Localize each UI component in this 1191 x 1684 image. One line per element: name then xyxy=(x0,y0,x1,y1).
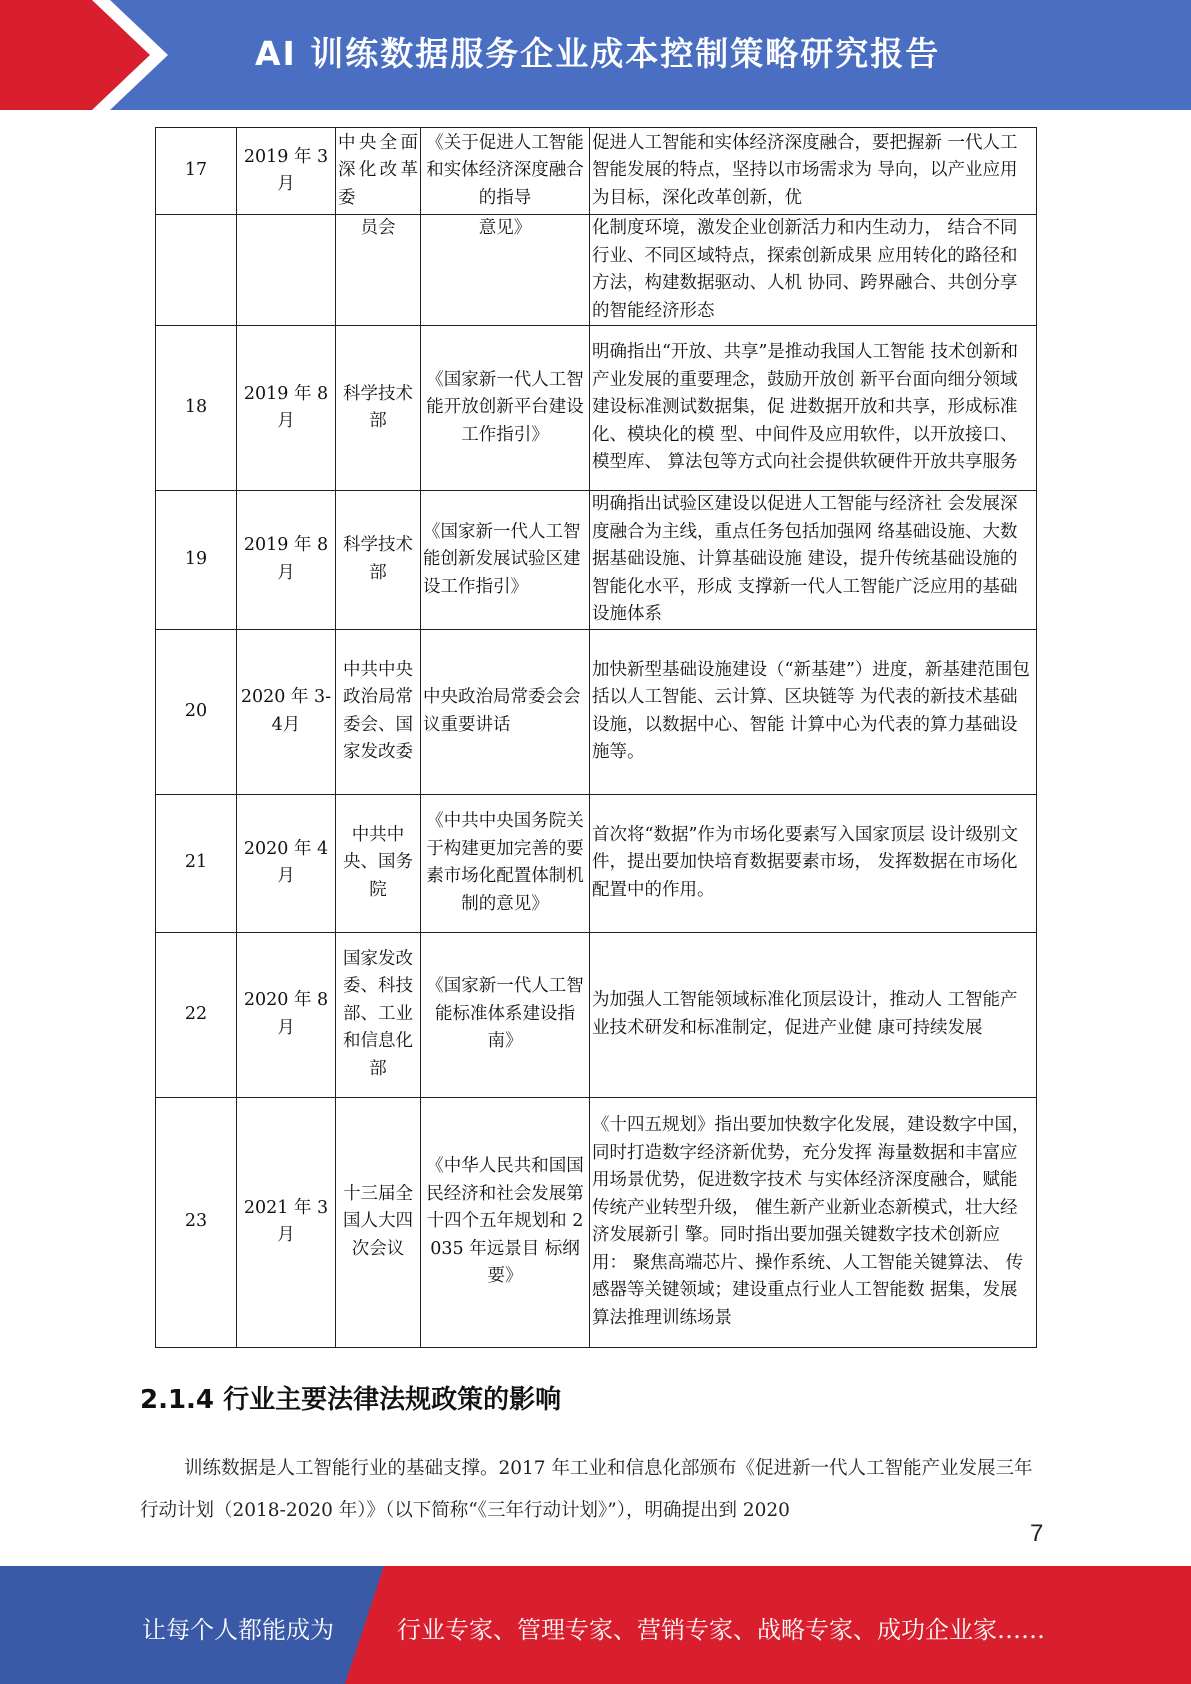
policy-content: 为加强人工智能领域标准化顶层设计，推动人 工智能产业技术研发和标准制定，促进产业健 康可持续发展 xyxy=(590,932,1037,1097)
issue-date: 2019 年 8月 xyxy=(237,326,336,491)
row-number: 17 xyxy=(156,128,237,215)
issue-date: 2019 年 3月 xyxy=(237,128,336,215)
issue-date: 2019 年 8月 xyxy=(237,491,336,630)
issuing-department: 中央全面深化改革委 xyxy=(336,128,421,215)
document-name: 意见》 xyxy=(421,215,590,326)
issuing-department: 十三届全国人大四次会议 xyxy=(336,1097,421,1347)
document-name: 《关于促进人工智能和实体经济深度融合的指导 xyxy=(421,128,590,215)
table-row xyxy=(156,629,1037,794)
page-number: 7 xyxy=(1030,1520,1044,1547)
document-name: 《国家新一代人工智能标准体系建设指南》 xyxy=(421,932,590,1097)
row-number: 21 xyxy=(156,794,237,932)
report-title: AI 训练数据服务企业成本控制策略研究报告 xyxy=(255,34,941,73)
issuing-department: 国家发改委、科技部、工业和信息化部 xyxy=(336,932,421,1097)
document-name: 《国家新一代人工智能创新发展试验区建设工作指引》 xyxy=(421,491,590,630)
page-header xyxy=(0,0,1191,110)
policy-content: 加快新型基础设施建设（“新基建”）进度，新基建范围包括以人工智能、云计算、区块链等 为代表的新技术基础设施，以数据中心、智能 计算中心为代表的算力基础设施等。 xyxy=(590,629,1037,794)
issue-date: 2021 年 3月 xyxy=(237,1097,336,1347)
issue-date: 2020 年 8月 xyxy=(237,932,336,1097)
row-number: 23 xyxy=(156,1097,237,1347)
policy-content: 《十四五规划》指出要加快数字化发展，建设数字中国，同时打造数字经济新优势，充分发挥 海量数据和丰富应用场景优势，促进数字技术 与实体经济深度融合，赋能传统产业转型升级， 催生新产业新业态新模式，壮大经济发展新引 擎。同时指出要加强关键数字技术创新应用： 聚焦高端芯片、操作系统、人工智能关键算法、 传感器等关键领域；建设重点行业人工智能数 据集，发展算法推理训练场景 xyxy=(590,1097,1037,1347)
policy-content: 明确指出“开放、共享”是推动我国人工智能 技术创新和产业发展的重要理念，鼓励开放创 新平台面向细分领域建设标准测试数据集，促 进数据开放和共享，形成标准化、模块化的模 型、中间件及应用软件，以开放接口、模型库、 算法包等方式向社会提供软硬件开放共享服务 xyxy=(590,326,1037,491)
issuing-department: 科学技术部 xyxy=(336,326,421,491)
document-name: 《中共中央国务院关于构建更加完善的要素市场化配置体制机制的意见》 xyxy=(421,794,590,932)
table-row xyxy=(156,215,1037,326)
policy-content: 明确指出试验区建设以促进人工智能与经济社 会发展深度融合为主线，重点任务包括加强网 络基础设施、大数据基础设施、计算基础设施 建设，提升传统基础设施的智能化水平，形成 支撑新一代人工智能广泛应用的基础设施体系 xyxy=(590,491,1037,630)
issuing-department: 员会 xyxy=(336,215,421,326)
body-paragraph: 训练数据是人工智能行业的基础支撑。2017 年工业和信息化部颁布《促进新一代人工智能产业发展三年行动计划（2018-2020 年）》（以下简称“《三年行动计划》”），明确提出到 2020 xyxy=(140,1458,1033,1521)
table-row xyxy=(156,326,1037,491)
table-row xyxy=(156,491,1037,630)
policy-content: 促进人工智能和实体经济深度融合，要把握新 一代人工智能发展的特点，坚持以市场需求为 导向，以产业应用为目标，深化改革创新，优 xyxy=(590,128,1037,215)
footer-slogan-left: 让每个人都能成为 xyxy=(142,1616,334,1644)
issuing-department: 中共中央政治局常委会、国家发改委 xyxy=(336,629,421,794)
issuing-department: 科学技术部 xyxy=(336,491,421,630)
document-name: 中央政治局常委会会议重要讲话 xyxy=(421,629,590,794)
document-name: 《国家新一代人工智能开放创新平台建设工作指引》 xyxy=(421,326,590,491)
issue-date: 2020 年 3-4月 xyxy=(237,629,336,794)
issuing-department: 中共中央、国务院 xyxy=(336,794,421,932)
table-row xyxy=(156,128,1037,215)
policy-content: 首次将“数据”作为市场化要素写入国家顶层 设计级别文件，提出要加快培育数据要素市场， 发挥数据在市场化配置中的作用。 xyxy=(590,794,1037,932)
issue-date xyxy=(237,215,336,326)
policy-content: 化制度环境，激发企业创新活力和内生动力， 结合不同行业、不同区域特点，探索创新成果 应用转化的路径和方法，构建数据驱动、人机 协同、跨界融合、共创分享的智能经济形态 xyxy=(590,215,1037,326)
document-name: 《中华人民共和国国民经济和社会发展第十四个五年规划和 2035 年远景目 标纲要》 xyxy=(421,1097,590,1347)
section-heading: 2.1.4 行业主要法律法规政策的影响 xyxy=(140,1385,562,1415)
table-row xyxy=(156,932,1037,1097)
table-row xyxy=(156,794,1037,932)
policy-table xyxy=(155,127,1037,1348)
row-number: 18 xyxy=(156,326,237,491)
row-number: 22 xyxy=(156,932,237,1097)
row-number: 20 xyxy=(156,629,237,794)
row-number xyxy=(156,215,237,326)
row-number: 19 xyxy=(156,491,237,630)
issue-date: 2020 年 4月 xyxy=(237,794,336,932)
table-row xyxy=(156,1097,1037,1347)
page-footer xyxy=(0,1566,1191,1684)
footer-slogan-right: 行业专家、管理专家、营销专家、战略专家、成功企业家…… xyxy=(397,1616,1045,1644)
